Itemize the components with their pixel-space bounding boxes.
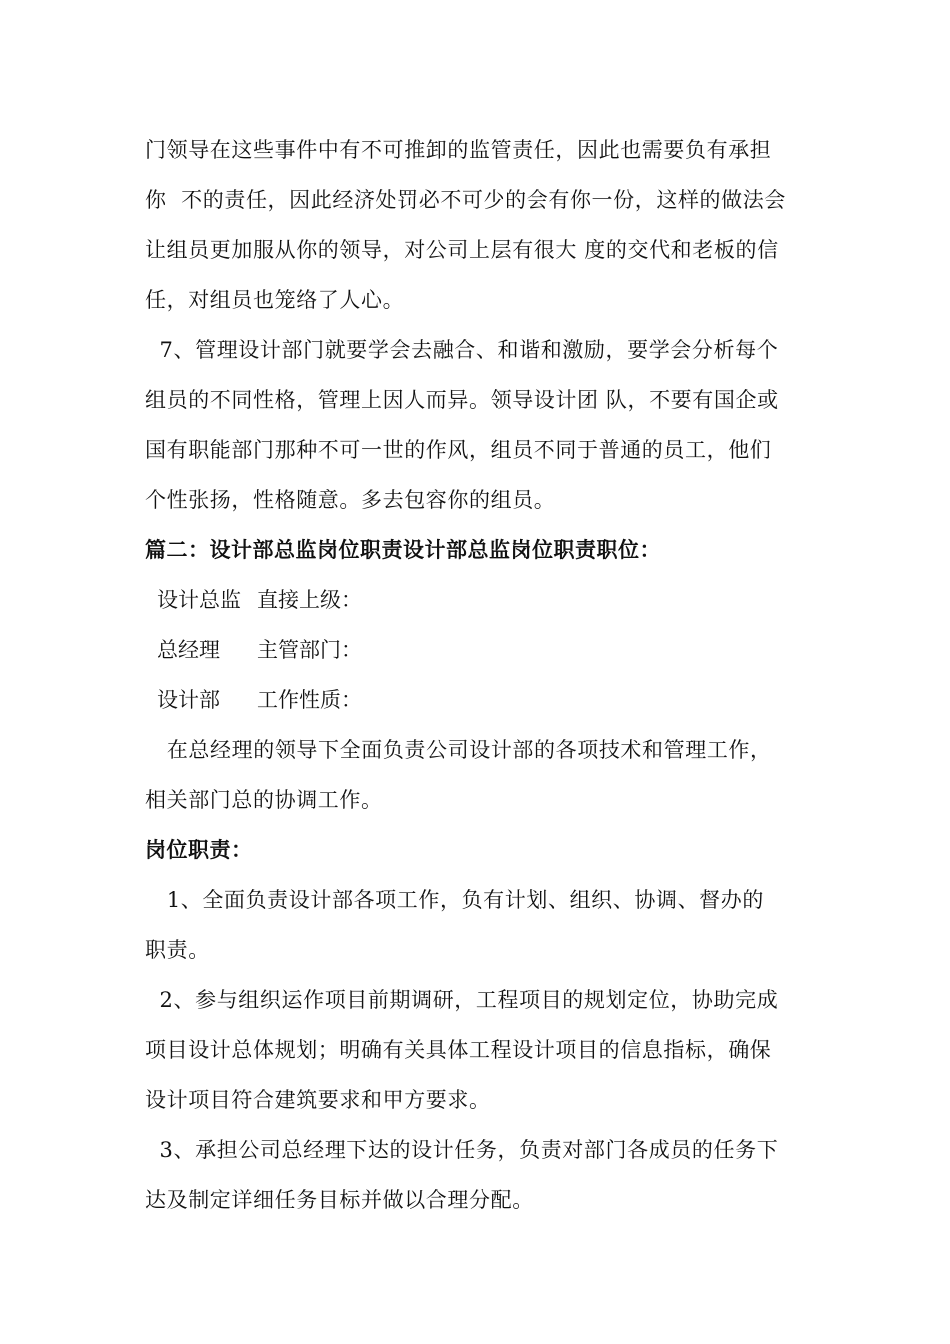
text-line: 达及制定详细任务目标并做以合理分配。 [145, 1188, 534, 1212]
section-heading: 篇二：设计部总监岗位职责设计部总监岗位职责职位： [145, 538, 661, 562]
text-line: 门领导在这些事件中有不可推卸的监管责任，因此也需要负有承担 [145, 138, 772, 162]
duties-heading: 岗位职责： [145, 838, 253, 862]
text-line: 3、承担公司总经理下达的设计任务，负责对部门各成员的任务下 [145, 1138, 779, 1162]
text-line: 职责。 [145, 938, 210, 962]
text-line: 个性张扬，性格随意。多去包容你的组员。 [145, 488, 556, 512]
text-line: 1、全面负责设计部各项工作，负有计划、组织、协调、督办的 [145, 888, 764, 912]
text-line: 国有职能部门那种不可一世的作风，组员不同于普通的员工，他们 [145, 438, 772, 462]
text-line: 你 不的责任，因此经济处罚必不可少的会有你一份，这样的做法会 [145, 188, 786, 212]
info-label: 主管部门： [257, 638, 362, 662]
text-line: 7、管理设计部门就要学会去融合、和谐和激励，要学会分析每个 [145, 338, 779, 362]
info-label: 设计总监 [157, 588, 241, 612]
text-line: 相关部门总的协调工作。 [145, 788, 383, 812]
info-label: 设计部 [157, 688, 220, 712]
text-line: 组员的不同性格，管理上因人而异。领导设计团 队，不要有国企或 [145, 388, 779, 412]
text-line: 2、参与组织运作项目前期调研，工程项目的规划定位，协助完成 [145, 988, 779, 1012]
info-label: 直接上级： [257, 588, 362, 612]
text-line: 设计项目符合建筑要求和甲方要求。 [145, 1088, 491, 1112]
text-line: 任，对组员也笼络了人心。 [145, 288, 405, 312]
info-label: 总经理 [157, 638, 220, 662]
info-label: 工作性质： [257, 688, 362, 712]
text-line: 在总经理的领导下全面负责公司设计部的各项技术和管理工作， [145, 738, 772, 762]
text-line: 项目设计总体规划；明确有关具体工程设计项目的信息指标，确保 [145, 1038, 772, 1062]
text-line: 让组员更加服从你的领导，对公司上层有很大 度的交代和老板的信 [145, 238, 779, 262]
